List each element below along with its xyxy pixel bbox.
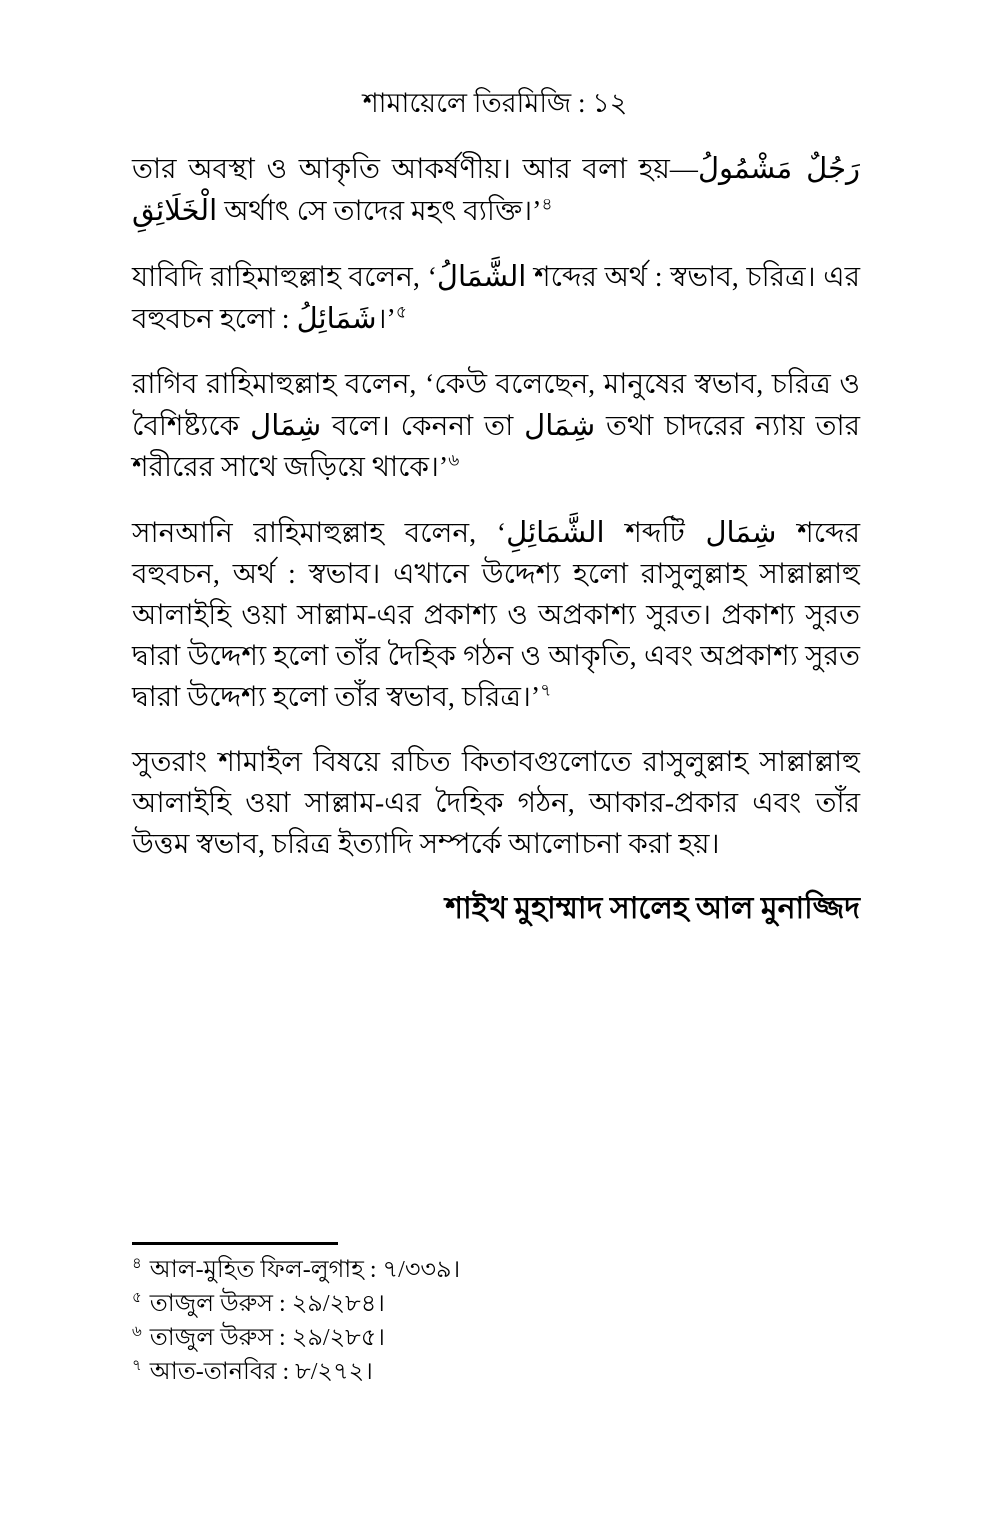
footnote-divider [132, 1242, 338, 1245]
footnote-ref-4: ৪ [541, 194, 553, 214]
paragraph-1 [132, 148, 860, 232]
footnote-marker: ৫ [132, 1290, 142, 1306]
bengali-text: যাবিদি রাহিমাহুল্লাহ বলেন, ‘ [132, 262, 437, 293]
bengali-text: শব্দের অর্থ : স্বভাব, চরিত্র। এর বহুবচন হলো : [132, 262, 860, 335]
paragraph-3 [132, 364, 860, 488]
footnote-marker: ৭ [132, 1358, 142, 1374]
bengali-text: শব্দটি [604, 518, 706, 549]
author-attribution: শাইখ মুহাম্মাদ সালেহ আল মুনাজ্জিদ [445, 892, 860, 925]
arabic-phrase: الشَّمَالُ [436, 259, 527, 293]
footnote-text: তাজুল উরুস : ২৯/২৮৫। [149, 1325, 385, 1351]
footnote-ref-6: ৬ [448, 450, 460, 470]
footnote-text: আল-মুহিত ফিল-লুগাহ : ৭/৩৩৯। [149, 1257, 461, 1283]
footnote-4 [132, 1253, 860, 1287]
footnotes-section [132, 1242, 860, 1389]
paragraph-2 [132, 256, 860, 340]
bengali-text: সুতরাং শামাইল বিষয়ে রচিত কিতাবগুলোতে রাসুলুল্লাহ সাল্লাল্লাহু আলাইহি ওয়া সাল্লাম-এর দৈহিক গঠন, আকার-প্রকার এবং তাঁর উত্তম স্বভাব, চরিত্র ইত্যাদি সম্পর্কে আলোচনা করা হয়। [132, 747, 860, 860]
page-body [132, 148, 860, 929]
arabic-phrase: شِمَال [705, 515, 777, 549]
footnote-marker: ৪ [132, 1256, 142, 1272]
bengali-text: অর্থাৎ সে তাদের মহৎ ব্যক্তি।’ [217, 196, 542, 227]
arabic-phrase: شِمَال [524, 408, 596, 442]
bengali-text: বলে। কেননা তা [321, 411, 525, 442]
footnote-ref-7: ৭ [540, 680, 552, 700]
bengali-text: রাগিব রাহিমাহুল্লাহ বলেন, ‘কেউ বলেছেন, মানুষের স্বভাব, চরিত্র ও বৈশিষ্ট্যকে [132, 369, 860, 442]
bengali-text: সানআনি রাহিমাহুল্লাহ বলেন, ‘ [132, 518, 507, 549]
bengali-text: তথা চাদরের ন্যায় তার শরীরের সাথে জড়িয়ে থাকে।’ [132, 411, 861, 483]
arabic-phrase: شَمَائِلُ [296, 301, 377, 335]
footnote-5 [132, 1287, 860, 1321]
paragraph-5 [132, 742, 860, 865]
footnote-6 [132, 1321, 860, 1355]
arabic-phrase: رَجُلٌ مَشْمُولُ الْخَلَائِقِ [132, 151, 860, 227]
footnote-text: আত-তানবির : ৮/২৭২। [149, 1359, 373, 1385]
footnote-text: তাজুল উরুস : ২৯/২৮৪। [149, 1291, 385, 1317]
footnote-7 [132, 1355, 860, 1389]
page-header [0, 86, 990, 120]
bengali-text: ।’ [376, 304, 396, 335]
arabic-phrase: شِمَال [250, 408, 322, 442]
footnote-marker: ৬ [132, 1324, 142, 1340]
running-head: শামায়েলে তিরমিজি : ১২ [362, 88, 628, 118]
bengali-text: শব্দের বহুবচন, অর্থ : স্বভাব। এখানে উদ্দেশ্য হলো রাসুলুল্লাহ সাল্লাল্লাহু আলাইহি ওয়া সাল্লাম-এর প্রকাশ্য ও অপ্রকাশ্য সুরত। প্রকাশ্য সুরত দ্বারা উদ্দেশ্য হলো তাঁর দৈহিক গঠন ও আকৃতি, এবং অপ্রকাশ্য সুরত দ্বারা উদ্দেশ্য হলো তাঁর স্বভাব, চরিত্র।’ [132, 518, 861, 713]
footnote-ref-5: ৫ [395, 302, 407, 322]
arabic-phrase: الشَّمَائِلِ [506, 515, 605, 549]
bengali-text: তার অবস্থা ও আকৃতি আকর্ষণীয়। আর বলা হয়— [132, 154, 698, 185]
paragraph-4 [132, 512, 860, 718]
